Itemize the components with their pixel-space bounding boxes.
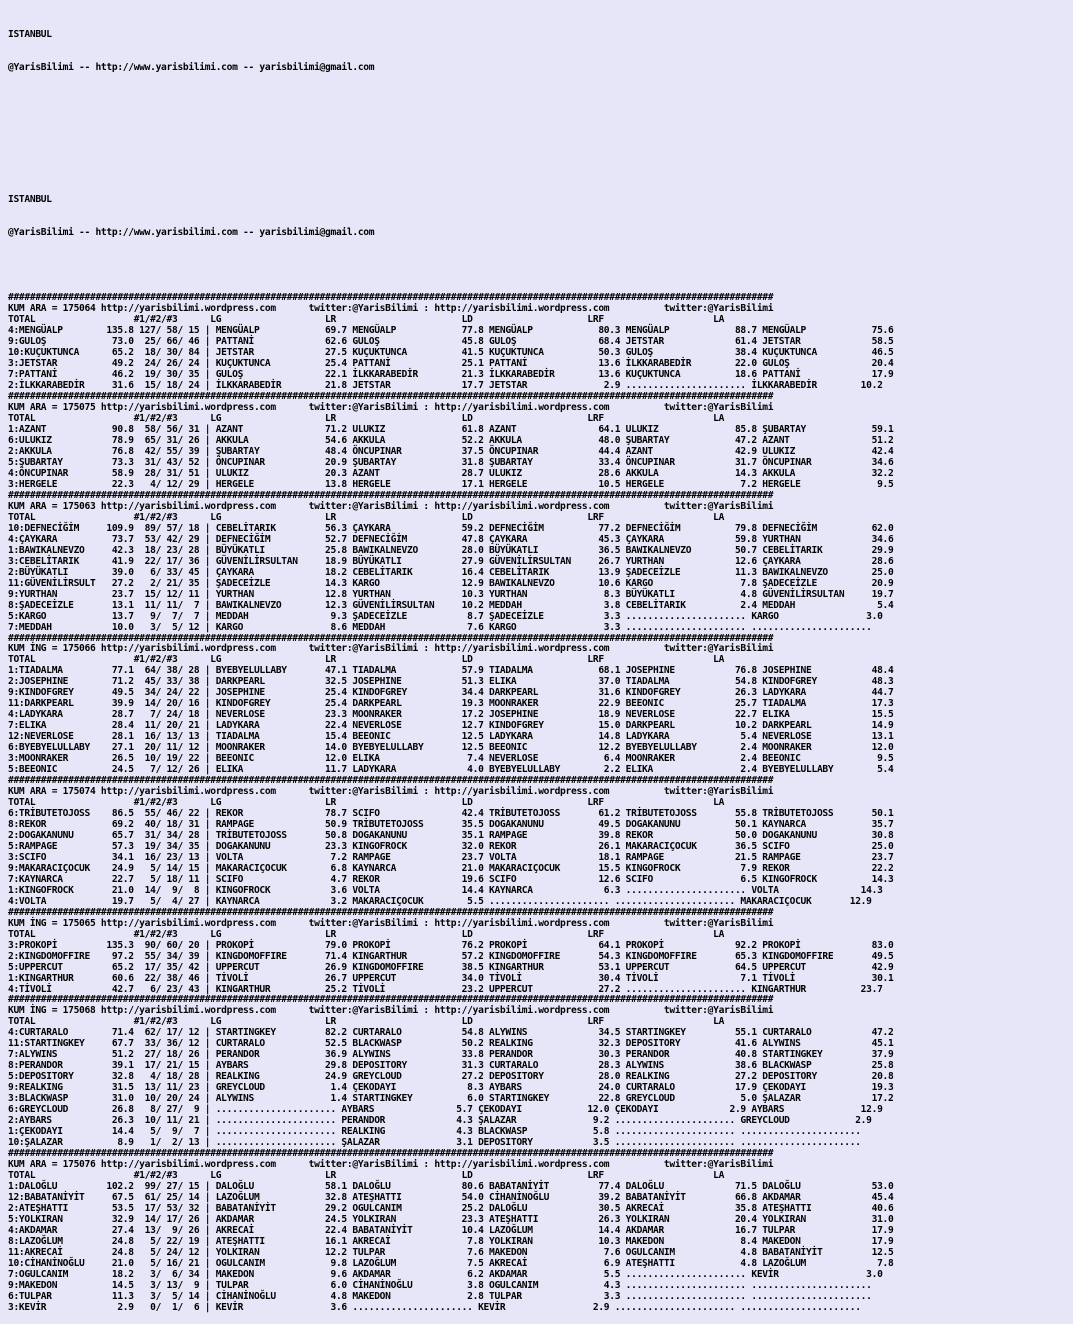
race-header-line: KUM İNG = 175068 http://yarisbilimi.wordpress.com twitter:@YarisBilimi : http://yarisbilimi.wordpress.com twitter:@YarisBilimi (8, 1005, 774, 1017)
runner-row: 12:NEVERLOSE 28.1 16/ 13/ 13 | TIADALMA 15.4 BEEONIC 12.5 LADYKARA 14.8 LADYKARA 5.4 NEVERLOSE 13.1 (8, 731, 894, 743)
runner-row: 9:MAKARACIÇOCUK 24.9 5/ 14/ 15 | MAKARACIÇOCUK 6.8 KAYNARCA 21.0 MAKARACIÇOCUK 15.5 KINGOFROCK 7.9 REKOR 22.2 (8, 862, 894, 874)
runner-row: 4:AKDAMAR 27.4 13/ 9/ 26 | AKRECAİ 22.4 BABATANİYİT 10.4 LAZOĞLUM 14.4 AKDAMAR 16.7 TULPAR 17.9 (8, 1224, 894, 1236)
runner-row: 7:KAYNARCA 22.7 5/ 18/ 11 | SCIFO 4.7 REKOR 19.6 SCIFO 12.6 SCIFO 6.5 KINGOFROCK 14.3 (8, 873, 894, 885)
runner-row: 10:CİHANİNOĞLU 21.0 5/ 16/ 21 | OGULCANIM 9.8 LAZOĞLUM 7.5 AKRECAİ 6.9 ATEŞHATTI 4.8 LAZOĞLUM 7.8 (8, 1257, 894, 1269)
runner-row: 1:ÇEKODAYI 14.4 5/ 9/ 7 | ...................... REALKING 4.3 BLACKWASP 5.8 ...................... ...................... (8, 1126, 861, 1138)
runner-row: 2:İLKKARABEDİR 31.6 15/ 18/ 24 | İLKKARABEDİR 21.8 JETSTAR 17.7 JETSTAR 2.9 ...................... İLKKARABEDİR 10.2 (8, 380, 883, 392)
runner-row: 1:KINGARTHUR 60.6 22/ 38/ 46 | TİVOLİ 26.7 UPPERCUT 34.0 TİVOLİ 30.4 TİVOLİ 7.1 TİVOLİ 30.1 (8, 972, 894, 984)
runner-row: 5:UPPERCUT 65.2 17/ 35/ 42 | UPPERCUT 26.9 KINGDOMOFFIRE 38.5 KINGARTHUR 53.1 UPPERCUT 64.5 UPPERCUT 42.9 (8, 961, 894, 973)
runner-row: 4:VOLTA 19.7 5/ 4/ 27 | KAYNARCA 3.2 MAKARACIÇOCUK 5.5 ...................... ...................... MAKARACIÇOCUK 12.9 (8, 895, 872, 907)
runner-row: 4:ÇAYKARA 73.7 53/ 42/ 29 | DEFNECİĞİM 52.7 DEFNECİĞİM 47.8 ÇAYKARA 45.3 ÇAYKARA 59.8 YURTHAN 34.6 (8, 533, 894, 545)
race-header-line: KUM ARA = 175063 http://yarisbilimi.wordpress.com twitter:@YarisBilimi : http://yarisbilimi.wordpress.com twitter:@YarisBilimi (8, 500, 774, 512)
separator-line: ############################################################################################################################################ (8, 292, 774, 304)
runner-row: 6:TULPAR 11.3 3/ 5/ 14 | CİHANİNOĞLU 4.8 MAKEDON 2.8 TULPAR 3.3 ...................... ...................... (8, 1290, 872, 1302)
runner-row: 10:DEFNECİĞİM 109.9 89/ 57/ 18 | CEBELİTARIK 56.3 ÇAYKARA 59.2 DEFNECİĞİM 77.2 DEFNECİĞİM 79.8 DEFNECİĞİM 62.0 (8, 522, 894, 534)
runner-row: 5:BEEONIC 24.5 7/ 12/ 26 | ELIKA 11.7 LADYKARA 4.0 BYEBYELULLABY 2.2 ELIKA 2.4 BYEBYELULLABY 5.4 (8, 764, 894, 776)
runner-row: 5:RAMPAGE 57.3 19/ 34/ 35 | DOGAKANUNU 23.3 KINGOFROCK 32.0 REKOR 26.1 MAKARACIÇOCUK 36.5 SCIFO 25.0 (8, 840, 894, 852)
runner-row: 4:TİVOLİ 42.7 6/ 23/ 43 | KINGARTHUR 25.2 TİVOLİ 23.2 UPPERCUT 27.2 ...................... KINGARTHUR 23.7 (8, 983, 883, 995)
column-header-line: TOTAL #1/#2/#3 LG LR LD LRF LA (8, 797, 725, 809)
runner-row: 3:BLACKWASP 31.0 10/ 20/ 24 | ALYWINS 1.4 STARTINGKEY 6.0 STARTINGKEY 22.8 GREYCLOUD 5.0 ŞALAZAR 17.2 (8, 1093, 894, 1105)
blank-line (8, 260, 893, 271)
runner-row: 1:KINGOFROCK 21.0 14/ 9/ 8 | KINGOFROCK 3.6 VOLTA 14.4 KAYNARCA 6.3 ...................... VOLTA 14.3 (8, 884, 883, 896)
runner-row: 3:PROKOPİ 135.3 90/ 60/ 20 | PROKOPİ 79.0 PROKOPİ 76.2 PROKOPİ 64.1 PROKOPİ 92.2 PROKOPİ 83.0 (8, 939, 894, 951)
column-header-line: TOTAL #1/#2/#3 LG LR LD LRF LA (8, 1016, 725, 1028)
header-contact-line: @YarisBilimi -- http://www.yarisbilimi.com -- yarisbilimi@gmail.com (8, 61, 375, 73)
runner-row: 3:SCIFO 34.1 16/ 23/ 13 | VOLTA 7.2 RAMPAGE 23.7 VOLTA 18.1 RAMPAGE 21.5 RAMPAGE 23.7 (8, 851, 894, 863)
runner-row: 11:DARKPEARL 39.9 14/ 20/ 16 | KINDOFGREY 25.4 DARKPEARL 19.3 MOONRAKER 22.9 BEEONIC 25.7 TIADALMA 17.3 (8, 698, 894, 710)
runner-row: 7:ALYWINS 51.2 27/ 18/ 26 | PERANDOR 36.9 ALYWINS 33.8 PERANDOR 30.3 PERANDOR 40.8 STARTINGKEY 37.9 (8, 1049, 894, 1061)
runner-row: 4:ÖNCUPINAR 58.9 28/ 31/ 51 | ULUKIZ 20.3 AZANT 28.7 ULUKIZ 28.6 AKKULA 14.3 AKKULA 32.2 (8, 467, 894, 479)
runner-row: 2:DOGAKANUNU 65.7 31/ 34/ 28 | TRİBUTETOJOSS 50.8 DOGAKANUNU 35.1 RAMPAGE 39.8 REKOR 50.0 DOGAKANUNU 30.8 (8, 829, 894, 841)
header-city: ISTANBUL (8, 28, 52, 40)
runner-row: 6:BYEBYELULLABY 27.1 20/ 11/ 12 | MOONRAKER 14.0 BYEBYELULLABY 12.5 BEEONIC 12.2 BYEBYELULLABY 2.4 MOONRAKER 12.0 (8, 742, 894, 754)
runner-row: 3:HERGELE 22.3 4/ 12/ 29 | HERGELE 13.8 HERGELE 17.1 HERGELE 10.5 HERGELE 7.2 HERGELE 9.5 (8, 478, 894, 490)
separator-line: ############################################################################################################################################ (8, 391, 774, 403)
runner-row: 10:ŞALAZAR 8.9 1/ 2/ 13 | ...................... ŞALAZAR 3.1 DEPOSITORY 3.5 ...................... ...................... (8, 1137, 861, 1149)
separator-line: ############################################################################################################################################ (8, 489, 774, 501)
header-contact-line: @YarisBilimi -- http://www.yarisbilimi.com -- yarisbilimi@gmail.com (8, 226, 375, 238)
blank-line (8, 161, 893, 172)
runner-row: 4:LADYKARA 28.7 7/ 24/ 18 | NEVERLOSE 23.3 MOONRAKER 17.2 JOSEPHINE 18.9 NEVERLOSE 22.7 ELIKA 15.5 (8, 709, 894, 721)
runner-row: 2:AYBARS 26.3 10/ 11/ 21 | ...................... PERANDOR 4.3 ŞALAZAR 9.2 ...................... GREYCLOUD 2.9 (8, 1115, 872, 1127)
runner-row: 11:GÜVENİLİRSULT 27.2 2/ 21/ 35 | ŞADECEİZLE 14.3 KARGO 12.9 BAWIKALNEVZO 10.6 KARGO 7.8 ŞADECEİZLE 20.9 (8, 577, 894, 589)
separator-line: ############################################################################################################################################ (8, 994, 774, 1006)
column-header-line: TOTAL #1/#2/#3 LG LR LD LRF LA (8, 314, 725, 326)
runner-row: 6:GREYCLOUD 26.8 8/ 27/ 9 | ...................... AYBARS 5.7 ÇEKODAYI 12.0 ÇEKODAYI 2.9 AYBARS 12.9 (8, 1104, 883, 1116)
runner-row: 1:AZANT 90.8 58/ 56/ 31 | AZANT 71.2 ULUKIZ 61.8 AZANT 64.1 ULUKIZ 85.8 ŞUBARTAY 59.1 (8, 424, 894, 436)
blank-line (8, 95, 893, 106)
runner-row: 11:STARTINGKEY 67.7 33/ 36/ 12 | CURTARALO 52.5 BLACKWASP 50.2 REALKING 32.3 DEPOSITORY 41.6 ALYWINS 45.1 (8, 1038, 894, 1050)
runner-row: 10:KUÇUKTUNCA 65.2 18/ 30/ 84 | JETSTAR 27.5 KUÇUKTUNCA 41.5 KUÇUKTUNCA 50.3 GULOŞ 38.4 KUÇUKTUNCA 46.5 (8, 347, 894, 359)
runner-row: 4:CURTARALO 71.4 62/ 17/ 12 | STARTINGKEY 82.2 CURTARALO 54.8 ALYWINS 34.5 STARTINGKEY 55.1 CURTARALO 47.2 (8, 1027, 894, 1039)
runner-row: 7:ELIKA 28.4 11/ 20/ 21 | LADYKARA 22.4 NEVERLOSE 12.7 KINDOFGREY 15.0 DARKPEARL 10.2 DARKPEARL 14.9 (8, 720, 894, 732)
runner-row: 2:BÜYÜKATLI 39.0 6/ 33/ 45 | ÇAYKARA 18.2 CEBELİTARIK 16.4 CEBELİTARIK 13.9 ŞADECEİZLE 11.3 BAWIKALNEVZO 25.0 (8, 566, 894, 578)
runner-row: 3:JETSTAR 49.2 24/ 26/ 24 | KUÇUKTUNCA 25.4 PATTANİ 25.1 PATTANİ 13.6 İLKKARABEDİR 22.0 GULOŞ 20.4 (8, 358, 894, 370)
runner-row: 9:GULOŞ 73.0 25/ 66/ 46 | PATTANİ 62.6 GULOŞ 45.8 GULOŞ 68.4 JETSTAR 61.4 JETSTAR 58.5 (8, 336, 894, 348)
column-header-line: TOTAL #1/#2/#3 LG LR LD LRF LA (8, 654, 725, 666)
column-header-line: TOTAL #1/#2/#3 LG LR LD LRF LA (8, 511, 725, 523)
blank-line (8, 128, 893, 139)
race-header-line: KUM ARA = 175074 http://yarisbilimi.wordpress.com twitter:@YarisBilimi : http://yarisbilimi.wordpress.com twitter:@YarisBilimi (8, 786, 774, 798)
runner-row: 2:JOSEPHINE 71.2 45/ 33/ 38 | DARKPEARL 32.5 JOSEPHINE 51.3 ELIKA 37.0 TIADALMA 54.8 KINDOFGREY 48.3 (8, 676, 894, 688)
runner-row: 9:YURTHAN 23.7 15/ 12/ 11 | YURTHAN 12.8 YURTHAN 10.3 YURTHAN 8.3 BÜYÜKATLI 4.8 GÜVENİLİRSULTAN 19.7 (8, 588, 894, 600)
separator-line: ############################################################################################################################################ (8, 632, 774, 644)
runner-row: 5:DEPOSITORY 32.8 4/ 18/ 28 | REALKING 24.9 GREYCLOUD 27.2 DEPOSITORY 28.0 REALKING 27.2 DEPOSITORY 20.8 (8, 1071, 894, 1083)
runner-row: 9:KINDOFGREY 49.5 34/ 24/ 22 | JOSEPHINE 25.4 KINDOFGREY 34.4 DARKPEARL 31.6 KINDOFGREY 26.3 LADYKARA 44.7 (8, 687, 894, 699)
column-header-line: TOTAL #1/#2/#3 LG LR LD LRF LA (8, 413, 725, 425)
separator-line: ############################################################################################################################################ (8, 1148, 774, 1160)
runner-row: 6:TRİBUTETOJOSS 86.5 55/ 46/ 22 | REKOR 78.7 SCIFO 42.4 TRİBUTETOJOSS 61.2 TRİBUTETOJOSS 55.8 TRİBUTETOJOSS 50.1 (8, 808, 894, 819)
runner-row: 3:MOONRAKER 26.5 10/ 19/ 22 | BEEONIC 12.0 ELIKA 7.4 NEVERLOSE 6.4 MOONRAKER 2.4 BEEONIC 9.5 (8, 753, 894, 765)
runner-row: 8:REKOR 69.2 40/ 18/ 31 | RAMPAGE 50.9 TRİBUTETOJOSS 35.5 DOGAKANUNU 49.5 DOGAKANUNU 50.1 KAYNARCA 35.7 (8, 818, 894, 830)
runner-row: 4:MENGÜALP 135.8 127/ 58/ 15 | MENGÜALP 69.7 MENGÜALP 77.8 MENGÜALP 80.3 MENGÜALP 88.7 MENGÜALP 75.6 (8, 325, 894, 337)
runner-row: 2:ATEŞHATTI 53.5 17/ 53/ 32 | BABATANİYİT 29.2 OGULCANIM 25.2 DALOĞLU 30.5 AKRECAİ 35.8 ATEŞHATTI 40.6 (8, 1202, 894, 1214)
runner-row: 5:ŞUBARTAY 73.3 31/ 43/ 52 | ÖNCUPINAR 20.9 ŞUBARTAY 31.8 ŞUBARTAY 33.4 ÖNCUPINAR 31.7 ÖNCUPINAR 34.6 (8, 457, 894, 468)
runner-row: 8:LAZOĞLUM 24.8 5/ 22/ 19 | ATEŞHATTI 16.1 AKRECAİ 7.8 YOLKIRAN 10.3 MAKEDON 8.4 MAKEDON 17.9 (8, 1235, 894, 1247)
runner-row: 6:ULUKIZ 78.9 65/ 31/ 26 | AKKULA 54.6 AKKULA 52.2 AKKULA 48.0 ŞUBARTAY 47.2 AZANT 51.2 (8, 435, 894, 447)
runner-row: 5:YOLKIRAN 32.9 14/ 17/ 26 | AKDAMAR 24.5 YOLKIRAN 23.3 ATEŞHATTI 26.3 YOLKIRAN 20.4 YOLKIRAN 31.0 (8, 1213, 894, 1225)
race-report-document (8, 7, 893, 1324)
runner-row: 1:DALOĞLU 102.2 99/ 27/ 15 | DALOĞLU 58.1 DALOĞLU 80.6 BABATANİYİT 77.4 DALOĞLU 71.5 DALOĞLU 53.0 (8, 1180, 894, 1192)
runner-row: 7:OGULCANIM 18.2 3/ 6/ 34 | MAKEDON 9.6 AKDAMAR 6.2 AKDAMAR 5.5 ...................... KEVİR 3.0 (8, 1268, 883, 1280)
column-header-line: TOTAL #1/#2/#3 LG LR LD LRF LA (8, 1169, 725, 1181)
runner-row: 8:PERANDOR 39.1 17/ 21/ 15 | AYBARS 29.8 DEPOSITORY 31.3 CURTARALO 28.3 ALYWINS 38.6 BLACKWASP 25.8 (8, 1060, 894, 1072)
race-header-line: KUM ARA = 175075 http://yarisbilimi.wordpress.com twitter:@YarisBilimi : http://yarisbilimi.wordpress.com twitter:@YarisBilimi (8, 402, 774, 414)
race-header-line: KUM ARA = 175064 http://yarisbilimi.wordpress.com twitter:@YarisBilimi : http://yarisbilimi.wordpress.com twitter:@YarisBilimi (8, 303, 774, 315)
runner-row: 3:CEBELİTARIK 41.9 22/ 17/ 36 | GÜVENİLİRSULTAN 18.9 BÜYÜKATLI 27.9 GÜVENİLİRSULTAN 26.7 YURTHAN 12.6 ÇAYKARA 28.6 (8, 555, 894, 567)
runner-row: 8:ŞADECEİZLE 13.1 11/ 11/ 7 | BAWIKALNEVZO 12.3 GÜVENİLİRSULTAN 10.2 MEDDAH 3.8 CEBELİTARIK 2.4 MEDDAH 5.4 (8, 599, 894, 611)
column-header-line: TOTAL #1/#2/#3 LG LR LD LRF LA (8, 928, 725, 940)
runner-row: 2:KINGDOMOFFIRE 97.2 55/ 34/ 39 | KINGDOMOFFIRE 71.4 KINGARTHUR 57.2 KINGDOMOFFIRE 54.3 KINGDOMOFFIRE 65.3 KINGDOMOFFIRE 49.5 (8, 950, 894, 962)
race-header-line: KUM İNG = 175065 http://yarisbilimi.wordpress.com twitter:@YarisBilimi : http://yarisbilimi.wordpress.com twitter:@YarisBilimi (8, 917, 774, 929)
runner-row: 3:KEVİR 2.9 0/ 1/ 6 | KEVİR 3.6 ...................... KEVİR 2.9 ...................... ...................... (8, 1301, 861, 1313)
race-tables (8, 292, 893, 1312)
header-city: ISTANBUL (8, 193, 52, 205)
runner-row: 7:MEDDAH 10.0 3/ 5/ 12 | KARGO 8.6 MEDDAH 7.6 KARGO 3.3 ...................... ...................... (8, 621, 872, 633)
runner-row: 5:KARGO 13.7 9/ 7/ 7 | MEDDAH 9.3 ŞADECEİZLE 8.7 ŞADECEİZLE 3.3 ...................... KARGO 3.0 (8, 610, 883, 622)
race-header-line: KUM ARA = 175076 http://yarisbilimi.wordpress.com twitter:@YarisBilimi : http://yarisbilimi.wordpress.com twitter:@YarisBilimi (8, 1159, 774, 1170)
race-header-line: KUM İNG = 175066 http://yarisbilimi.wordpress.com twitter:@YarisBilimi : http://yarisbilimi.wordpress.com twitter:@YarisBilimi (8, 643, 774, 655)
runner-row: 11:AKRECAİ 24.8 5/ 24/ 12 | YOLKIRAN 12.2 TULPAR 7.6 MAKEDON 7.6 OGULCANIM 4.8 BABATANİYİT 12.5 (8, 1246, 894, 1258)
runner-row: 9:REALKING 31.5 13/ 11/ 23 | GREYCLOUD 1.4 ÇEKODAYI 8.3 AYBARS 24.0 CURTARALO 17.9 ÇEKODAYI 19.3 (8, 1082, 894, 1094)
separator-line: ############################################################################################################################################ (8, 775, 774, 787)
runner-row: 9:MAKEDON 14.5 3/ 13/ 9 | TULPAR 6.0 CİHANİNOĞLU 3.8 OGULCANIM 4.3 ...................... ...................... (8, 1279, 872, 1291)
runner-row: 1:BAWIKALNEVZO 42.3 18/ 23/ 28 | BÜYÜKATLI 25.8 BAWIKALNEVZO 28.0 BÜYÜKATLI 36.5 BAWIKALNEVZO 50.7 CEBELİTARIK 29.9 (8, 544, 894, 556)
runner-row: 7:PATTANİ 46.2 19/ 30/ 35 | GULOŞ 22.1 İLKKARABEDİR 21.3 İLKKARABEDİR 13.6 KUÇUKTUNCA 18.6 PATTANİ 17.9 (8, 369, 894, 381)
runner-row: 12:BABATANİYİT 67.5 61/ 25/ 14 | LAZOĞLUM 32.8 ATEŞHATTI 54.0 CİHANİNOĞLU 39.2 BABATANİYİT 66.8 AKDAMAR 45.4 (8, 1191, 894, 1203)
separator-line: ############################################################################################################################################ (8, 906, 774, 918)
runner-row: 2:AKKULA 76.8 42/ 55/ 39 | ŞUBARTAY 48.4 ÖNCUPINAR 37.5 ÖNCUPINAR 44.4 AZANT 42.9 ULUKIZ 42.4 (8, 446, 894, 458)
runner-row: 1:TIADALMA 77.1 64/ 38/ 28 | BYEBYELULLABY 47.1 TIADALMA 57.9 TIADALMA 68.1 JOSEPHINE 76.8 JOSEPHINE 48.4 (8, 665, 894, 677)
